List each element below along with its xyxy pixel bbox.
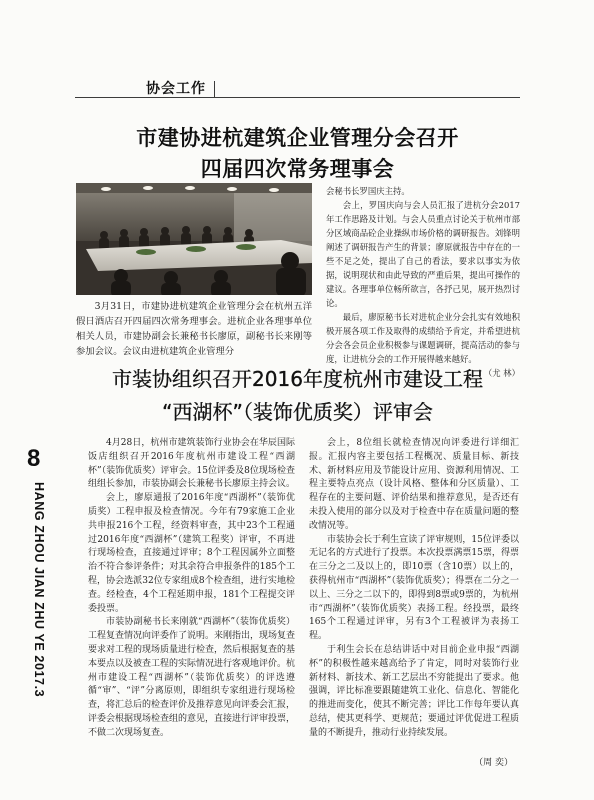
article2-title [75, 363, 520, 429]
page-number: 8 [27, 445, 41, 472]
article2-author: （周 奕） [474, 757, 513, 768]
article1-title-line: 四届四次常务理事会 [200, 157, 395, 181]
article2-paragraph: 于利生会长在总结讲话中对目前企业申报“西湖杯”的积极性越来越高给予了肯定，同时对装饰行业新材料、新技术、新工艺层出不穷能提出了要求。他强调，评比标准要跟随建筑工业化、信息化、智能化的推进而变化，使其不断完善；评比工作每年要认真总结，使其更科学、更规范；要通过评优促进工程质量的不断提升，推动行业持续发展。 [309, 644, 519, 738]
article2-paragraph: 会上，廖原通报了2016年度“西湖杯”（装饰优质奖）工程申报及检查情况。今年有79家施工企业共申报216个工程，经资料审查，其中23个工程通过2016年度“西湖杯”（建筑工程奖）评审，不再进行现场检查，直接通过评审；8个工程因属外立面整治不符合参评条件；对其余符合申报条件的185个工程，协会选派32位专家组成8个检查组，进行实地检查。经检查，4个工程延期申报，181个工程提交评委投票。 [88, 493, 295, 614]
article2-paragraph: 市装协副秘书长来刚就“西湖杯”（装饰优质奖）工程复查情况向评委作了说明。来刚指出，现场复查要求对工程的现场质量进行检查，然后根据复查的基本要点以及被查工程的实际情况进行客观地评价。杭州市建设工程“西湖杯”（装饰优质奖）的评选遵循“审”、“评”分离原则，即组织专家组进行现场检查，将汇总后的检查评价及推荐意见向评委会汇报，评委会根据现场检查组的意见，直接进行评审投票，不做二次现场复查。 [88, 617, 296, 738]
section-header: 协会工作 [146, 81, 206, 97]
article1-title-line: 市建协进杭建筑企业管理分会召开 [136, 126, 459, 150]
header-rule [75, 97, 520, 98]
article1-author: （尤 林） [483, 368, 520, 378]
article2-title-line: “西湖杯”（装饰优质奖）评审会 [162, 400, 433, 424]
article1-paragraph-text: 最后，廖原秘书长对进杭企业分会扎实有效地积极开展各项工作及取得的成绩给予肯定，并希望进杭分会各会员企业积极参与课题调研，提高活动的参与度，让进杭分会的工作开展得越来越好。 [326, 312, 520, 364]
journal-issue: HANG ZHOU JIAN ZHU YE 2017.3 [32, 482, 46, 698]
meeting-photo [76, 183, 312, 295]
article1-title [75, 123, 520, 185]
article1-paragraph [326, 310, 520, 378]
article1-continuation: 会秘书长罗国庆主持。 [326, 186, 410, 196]
article1-body [326, 184, 520, 380]
article2-column-left [88, 437, 295, 741]
article2-paragraph: 会上，8位组长就检查情况向评委进行详细汇报。汇报内容主要包括工程概况、质量目标、新技术、新材料应用及节能设计应用、资源利用情况、工程主要特点亮点（设计风格、整体和分区质量）、工程存在的主要问题、评价结果和推荐意见，是否还有未投入使用的部分以及对于检查中存在质量问题的整改情况等。 [309, 438, 519, 531]
article2-paragraph: 市装协会长于利生宣读了评审规则，15位评委以无记名的方式进行了投票。本次投票满票15票，得票在三分之二及以上的，即10票（含10票）以上的，获得杭州市“西湖杯”（装饰优质奖）；得票在二分之一以上、三分之二以下的，即得到8票或9票的，为杭州市“西湖杯”（装饰优质奖）表扬工程。经投票，最终165个工程通过评审，另有3个工程被评为表扬工程。 [309, 534, 519, 642]
article2-column-right [309, 437, 519, 770]
photo-caption: 3月31日，市建协进杭建筑企业管理分会在杭州五洋假日酒店召开四届四次常务理事会。进杭企业各理事单位相关人员，市建协副会长兼秘书长廖原，副秘书长来刚等参加会议。会议由进杭建筑企业管理分 [76, 301, 312, 357]
article2-title-line: 市装协组织召开2016年度杭州市建设工程 [112, 367, 483, 391]
header-divider [214, 81, 215, 97]
article2-paragraph: 4月28日，杭州市建筑装饰行业协会在华辰国际饭店组织召开2016年度杭州市建设工程“西湖杯”（装饰优质奖）评审会。15位评委及8位现场检查组组长参加，市装协副会长兼秘书长廖原主持会议。 [88, 438, 296, 490]
article1-paragraph: 会上，罗国庆向与会人员汇报了进杭分会2017年工作思路及计划。与会人员重点讨论关于杭州市部分区域商品砼企业操纵市场价格的调研报告。刘锋明阐述了调研报告产生的背景；廖原就报告中存在的一些不足之处，提出了自己的看法，要求以事实为依据，说明现状和由此导致的严重后果，提出可操作的建议。各理事单位畅所欲言，各抒己见，展开热烈讨论。 [326, 200, 520, 308]
